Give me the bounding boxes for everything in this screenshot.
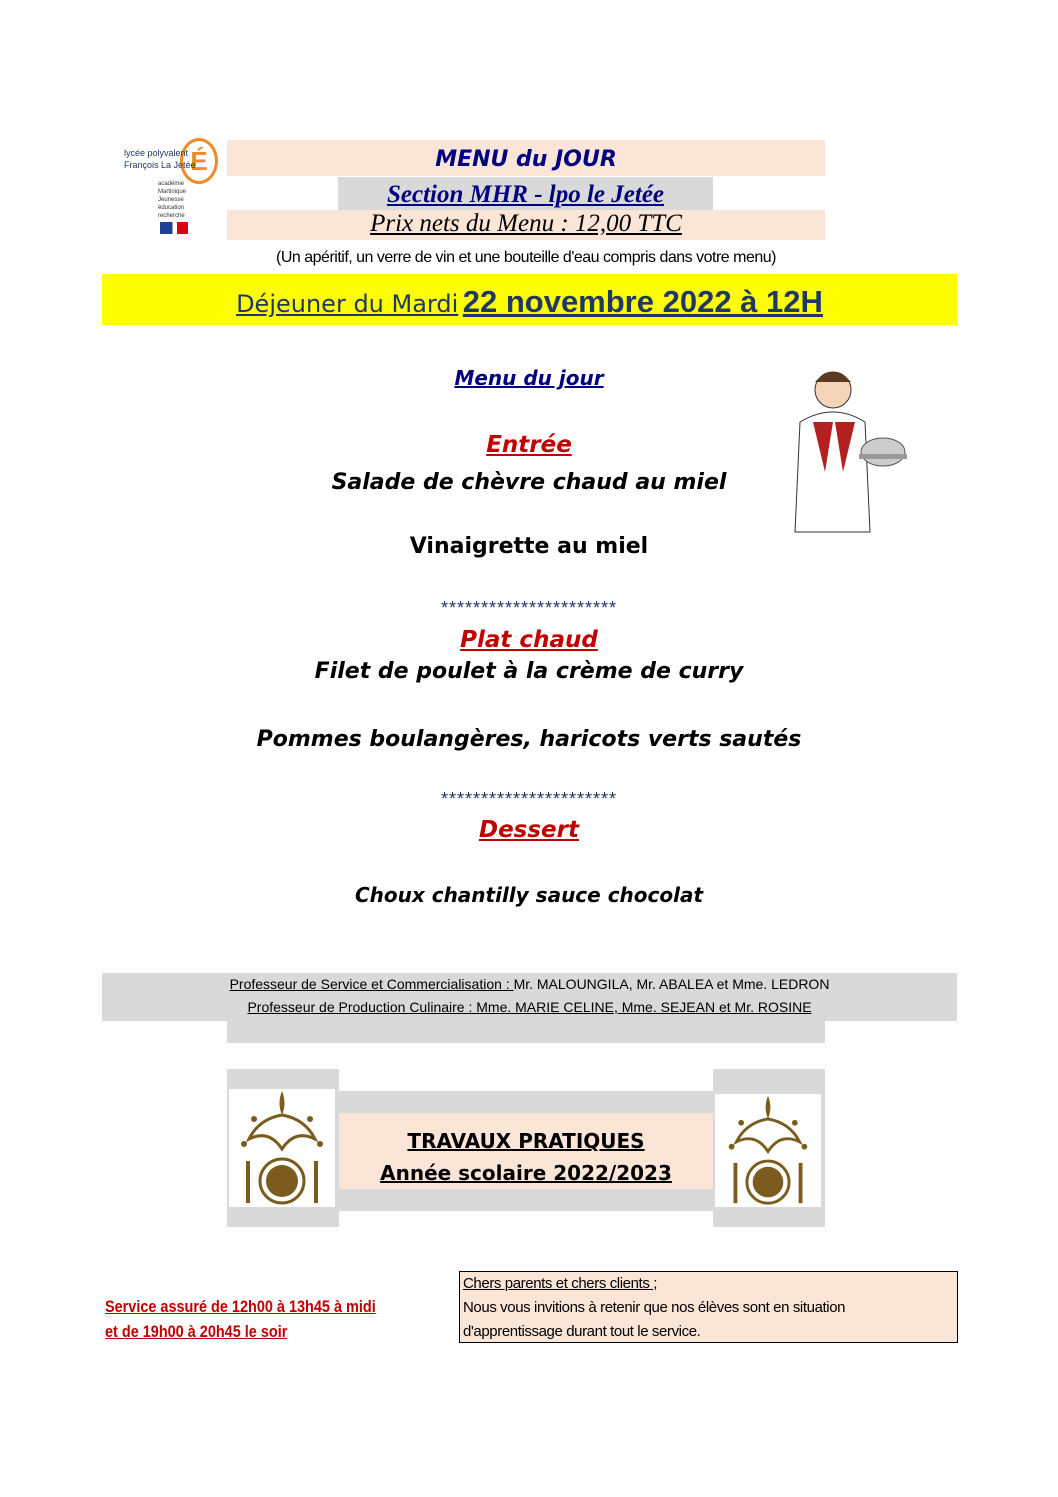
production-teachers — [102, 996, 957, 1019]
menu-title-bar — [227, 140, 825, 176]
entree-side: Vinaigrette au miel — [409, 534, 649, 559]
dessert-label: Dessert — [478, 817, 579, 843]
separator: ********************** — [440, 789, 618, 809]
notice-box — [459, 1271, 958, 1343]
separator: ********************** — [440, 598, 618, 618]
notice-line2: d'apprentissage durant tout le service. — [463, 1323, 701, 1340]
tp-title: TRAVAUX PRATIQUES — [407, 1129, 645, 1153]
tp-box — [339, 1113, 713, 1189]
logo-sub — [158, 180, 186, 220]
teachers-bar — [102, 973, 957, 1021]
dessert-dish: Choux chantilly sauce chocolat — [354, 883, 704, 907]
logo-line1: lycée polyvalent — [124, 148, 189, 158]
logo-sub-line: recherche — [158, 213, 185, 219]
logo-sub-line: éducation — [158, 205, 185, 211]
plat-label: Plat chaud — [460, 627, 598, 653]
price-bar — [227, 210, 825, 240]
logo-sub-line: Jeunesse — [158, 197, 184, 203]
menu-title: MENU du JOUR — [435, 147, 617, 172]
school-logo — [118, 132, 223, 242]
notice-title: Chers parents et chers clients ; — [463, 1275, 657, 1292]
tp-year: Année scolaire 2022/2023 — [380, 1161, 672, 1185]
production-label: Professeur de Production Culinaire : — [247, 999, 477, 1015]
menu-heading: Menu du jour — [454, 366, 604, 390]
divider-bar — [227, 1021, 825, 1043]
service-teachers — [102, 973, 957, 996]
production-names: Mme. MARIE CELINE, Mme. SEJEAN et Mr. ROSINE — [476, 999, 812, 1015]
plate-ornament-icon — [229, 1089, 335, 1207]
section-bar — [338, 177, 713, 210]
entree-dish: Salade de chèvre chaud au miel — [331, 470, 727, 495]
section-name: Section MHR - lpo le Jetée — [386, 181, 665, 208]
logo-sub-line: académie — [158, 181, 185, 187]
entree-label: Entrée — [486, 432, 572, 458]
plate-ornament-icon — [715, 1094, 821, 1207]
logo-line2: François La Jetée — [124, 160, 196, 170]
service-label: Professeur de Service et Commercialisation : — [229, 976, 514, 992]
plat-dish: Filet de poulet à la crème de curry — [314, 659, 744, 684]
service-hours-midi: Service assuré de 12h00 à 13h45 à midi — [105, 1297, 376, 1316]
date-prefix: Déjeuner du Mardi — [236, 290, 459, 318]
service-hours — [105, 1294, 376, 1344]
price-note: (Un apéritif, un verre de vin et une bouteille d'eau compris dans votre menu) — [276, 249, 776, 266]
date-banner — [102, 274, 957, 325]
marianne-flag-icon — [160, 222, 188, 234]
notice-line1: Nous vous invitions à retenir que nos élèves sont en situation — [463, 1299, 846, 1316]
plat-side: Pommes boulangères, haricots verts sautés — [256, 727, 802, 752]
service-names: Mr. MALOUNGILA, Mr. ABALEA et Mme. LEDRON — [513, 976, 830, 992]
service-hours-soir: et de 19h00 à 20h45 le soir — [105, 1322, 288, 1341]
menu-price: Prix nets du Menu : 12,00 TTC — [370, 210, 682, 237]
date-value: 22 novembre 2022 à 12H — [462, 284, 823, 319]
logo-e-icon: É — [180, 138, 218, 184]
logo-sub-line: Martinique — [158, 189, 187, 195]
